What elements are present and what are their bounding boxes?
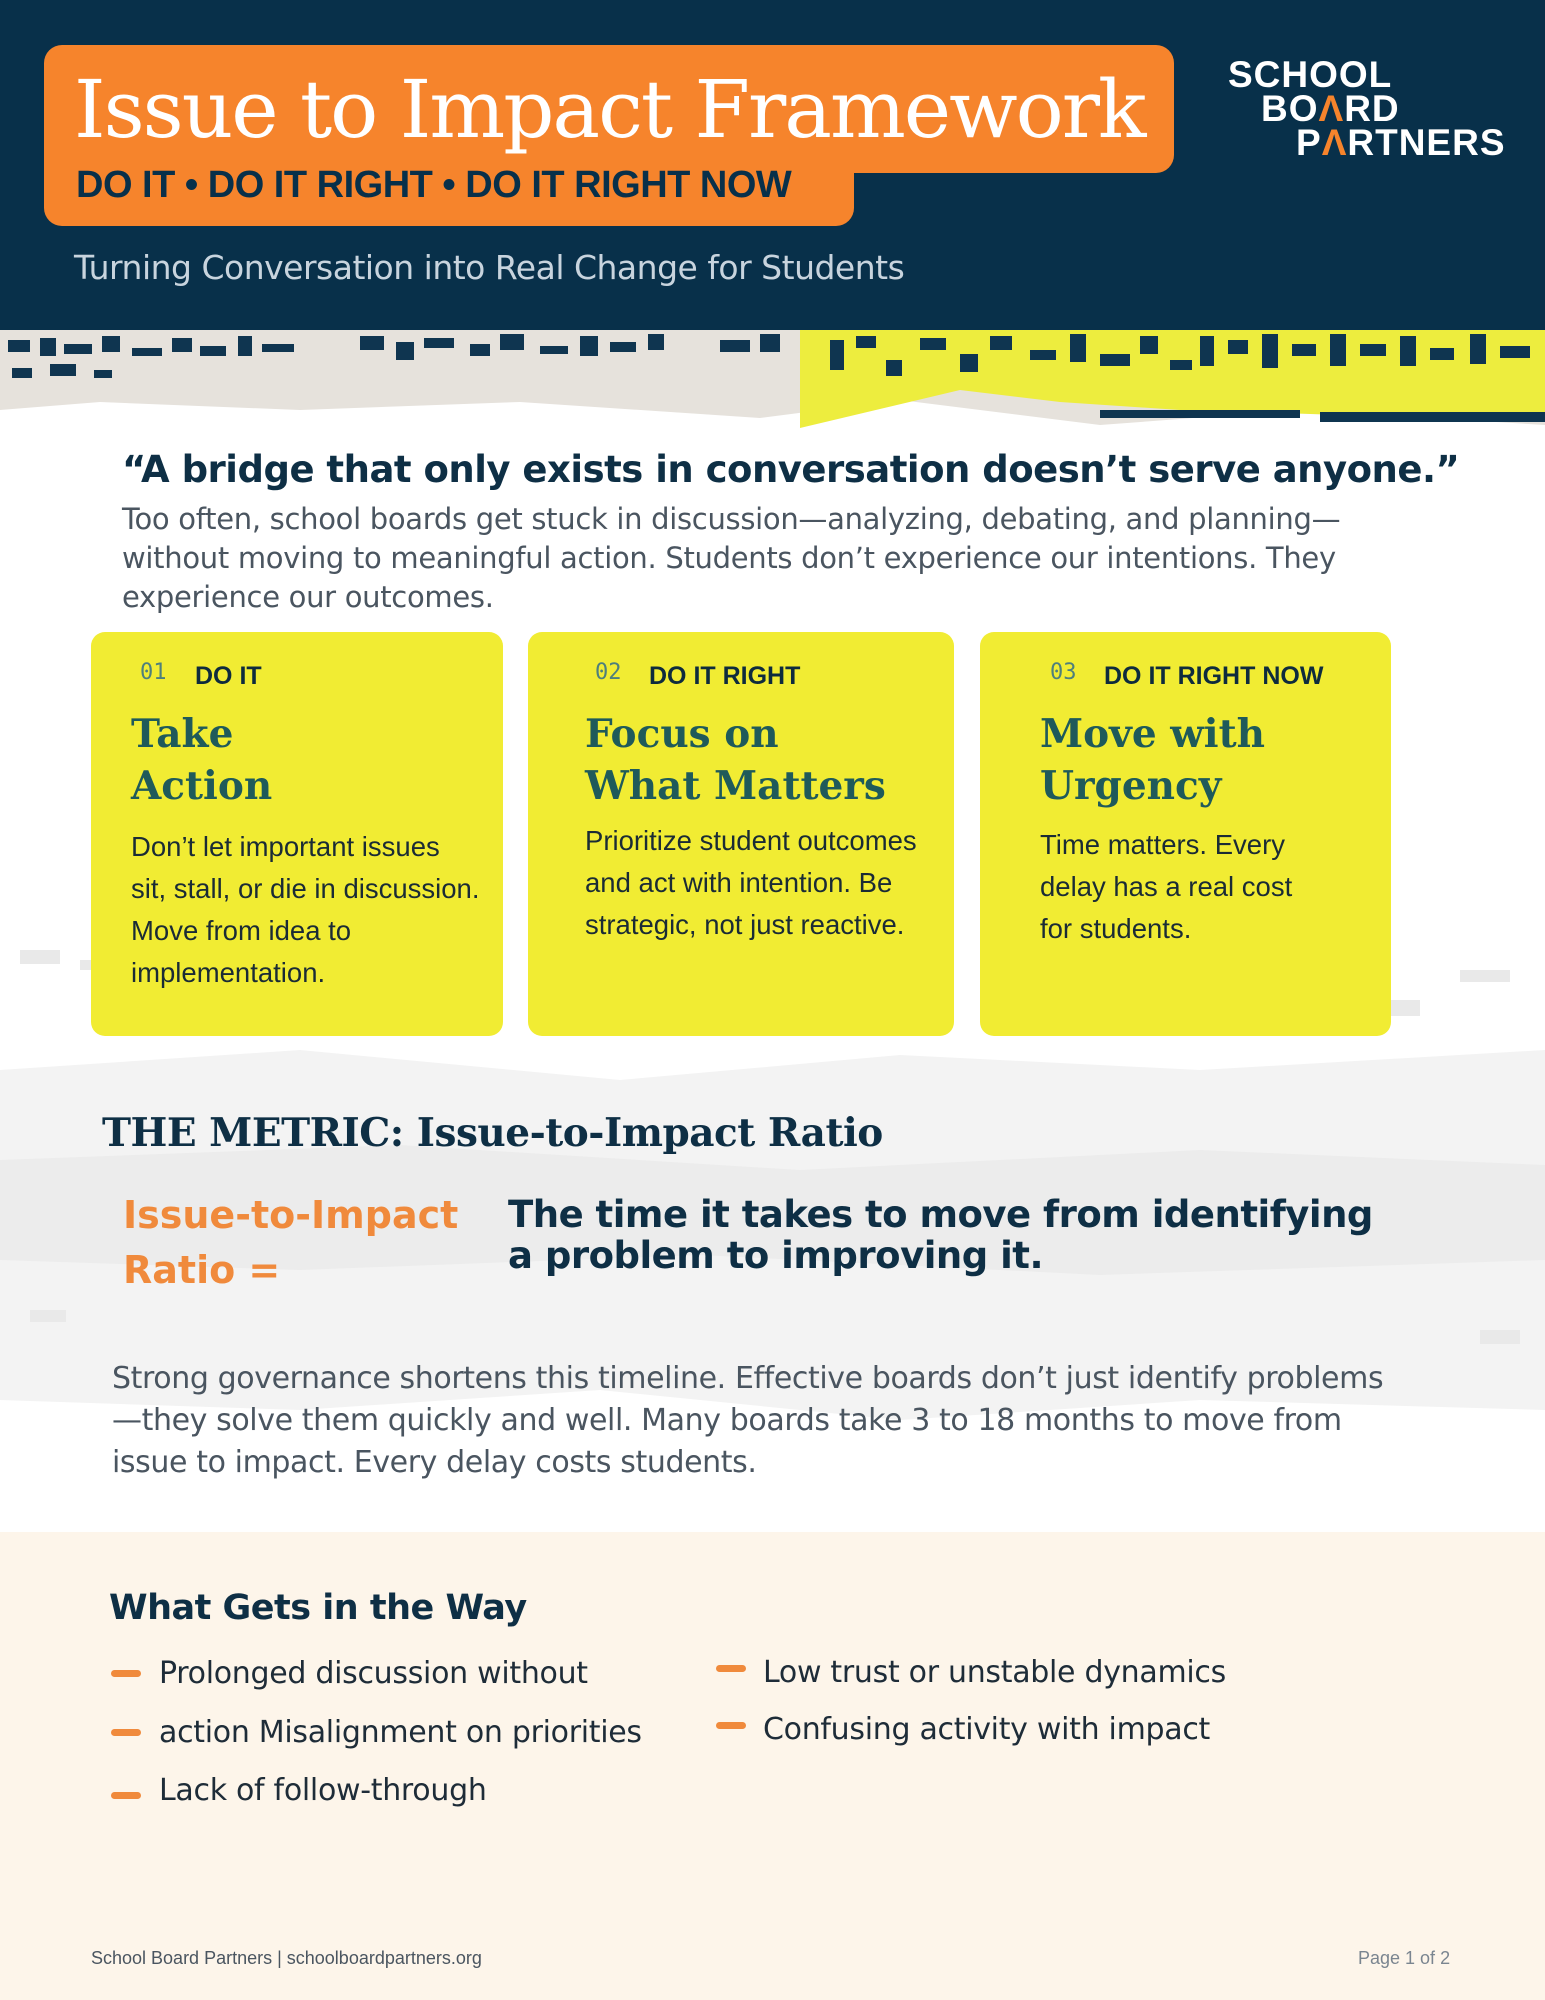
- obstacle-text: Lack of follow-through: [159, 1773, 487, 1808]
- logo-line-partners: PΛRTNERS: [1296, 122, 1506, 163]
- tagline: DO IT • DO IT RIGHT • DO IT RIGHT NOW: [76, 164, 792, 206]
- ratio-label: Issue-to-Impact Ratio =: [123, 1193, 459, 1292]
- card-heading: [585, 708, 886, 812]
- card-kicker: DO IT RIGHT NOW: [1104, 662, 1324, 690]
- card-do-it-right-now: [980, 632, 1391, 1036]
- card-do-it: [91, 632, 503, 1036]
- card-kicker: DO IT RIGHT: [649, 662, 801, 690]
- page-subtitle: Turning Conversation into Real Change for Students: [74, 248, 905, 287]
- card-body: Prioritize student outcomes and act with intention. Be strategic, not just reactive.: [585, 825, 917, 940]
- dash-bullet-icon: [111, 1670, 141, 1677]
- page-number: Page 1 of 2: [1358, 1948, 1451, 1968]
- card-kicker: DO IT: [195, 662, 262, 690]
- logo-line-board: BOΛRD: [1261, 88, 1400, 129]
- card-number: 01: [140, 660, 167, 685]
- dash-bullet-icon: [111, 1729, 141, 1736]
- obstacle-text: action Misalignment on priorities: [159, 1715, 642, 1750]
- obstacle-text: Prolonged discussion without: [159, 1656, 588, 1691]
- card-number: 03: [1050, 660, 1077, 685]
- dash-bullet-icon: [111, 1792, 141, 1799]
- obstacle-text: Low trust or unstable dynamics: [763, 1655, 1226, 1690]
- metric-heading: THE METRIC: Issue-to-Impact Ratio: [102, 1110, 883, 1156]
- card-heading: [1040, 708, 1265, 812]
- footer-credit: School Board Partners | schoolboardpartners.org: [91, 1948, 482, 1968]
- card-heading-line: What Matters: [585, 763, 886, 809]
- collage-strip: [0, 330, 1545, 430]
- card-number: 02: [595, 660, 622, 685]
- card-heading-line: Urgency: [1040, 763, 1222, 809]
- card-body: Don’t let important issues sit, stall, or die in discussion. Move from idea to implementation.: [131, 831, 480, 988]
- card-body: Time matters. Every delay has a real cost for students.: [1040, 829, 1293, 944]
- card-heading-line: Action: [131, 763, 273, 809]
- card-heading-line: Focus on: [585, 711, 779, 757]
- page-title: Issue to Impact Framework: [74, 63, 1145, 156]
- card-do-it-right: [528, 632, 954, 1036]
- metric-explanation: Strong governance shortens this timeline. Effective boards don’t just identify problems—they solve them quickly and well. Many boards take 3 to 18 months to move from issue to impact. Every delay costs students.: [112, 1361, 1384, 1480]
- intro-paragraph: Too often, school boards get stuck in discussion—analyzing, debating, and planning—without moving to meaningful action. Students don’t experience our intentions. They experience our outcomes.: [122, 502, 1341, 614]
- pull-quote: “A bridge that only exists in conversation doesn’t serve anyone.”: [122, 448, 1460, 491]
- obstacle-text: Confusing activity with impact: [763, 1712, 1210, 1747]
- dash-bullet-icon: [716, 1665, 746, 1672]
- card-heading: [131, 708, 272, 812]
- dash-bullet-icon: [716, 1722, 746, 1729]
- school-board-partners-logo: [1228, 54, 1506, 163]
- obstacles-heading: What Gets in the Way: [109, 1588, 527, 1628]
- card-heading-line: Take: [131, 711, 234, 757]
- logo-line-school: SCHOOL: [1228, 54, 1393, 95]
- ratio-definition: The time it takes to move from identifying a problem to improving it.: [508, 1193, 1373, 1277]
- card-heading-line: Move with: [1040, 711, 1265, 757]
